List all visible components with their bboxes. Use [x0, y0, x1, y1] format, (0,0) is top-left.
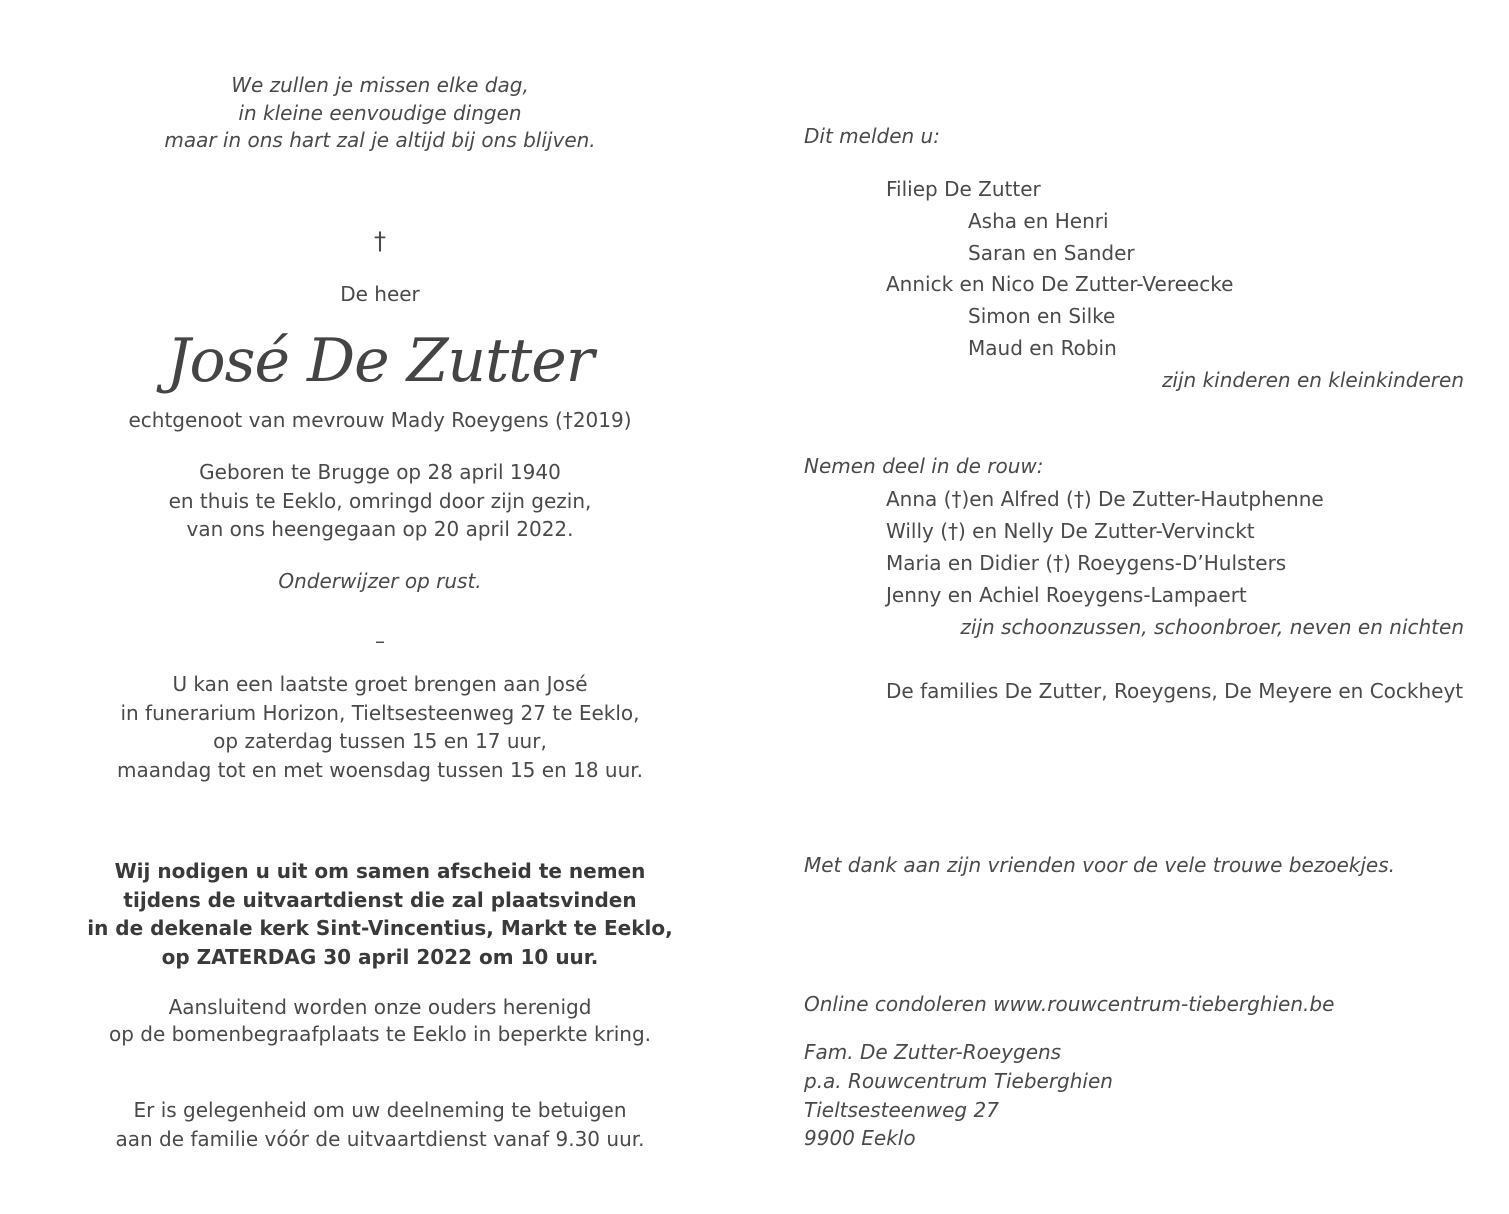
honorific: De heer — [340, 282, 420, 306]
invite-line: tijdens de uitvaartdienst die zal plaatsvinden — [123, 887, 637, 912]
separator: – — [375, 629, 385, 653]
invite-line: in de dekenale kerk Sint-Vincentius, Markt te Eeklo, — [87, 916, 673, 940]
funeral-invitation — [40, 857, 720, 971]
memorial-poem — [40, 72, 720, 155]
address-line: Fam. De Zutter-Roeygens — [804, 1040, 1062, 1064]
address-block — [804, 1038, 1464, 1153]
left-column — [40, 0, 720, 1214]
visit-line: maandag tot en met woensdag tussen 15 en 18 uur. — [116, 757, 643, 782]
list-item: Filiep De Zutter — [886, 177, 1041, 201]
list-item: Anna (†)en Alfred (†) De Zutter-Hautphenne — [886, 487, 1324, 511]
list-item: Simon en Silke — [968, 304, 1116, 329]
condolence-info — [40, 1096, 720, 1153]
burial-line: op de bomenbegraafplaats te Eeklo in beperkte kring. — [108, 1021, 652, 1046]
children-list — [804, 174, 1464, 397]
list-item: Saran en Sander — [968, 240, 1135, 265]
inlaws-list — [804, 483, 1464, 643]
born-line: Geboren te Brugge op 28 april 1940 — [199, 460, 561, 484]
rouw-heading: Nemen deel in de rouw: — [804, 454, 1044, 478]
invite-line: op ZATERDAG 30 april 2022 om 10 uur. — [161, 944, 599, 969]
visit-line: op zaterdag tussen 15 en 17 uur, — [213, 729, 547, 753]
condolence-line: aan de familie vóór de uitvaartdienst vanaf 9.30 uur. — [115, 1126, 645, 1151]
address-line: Tieltsesteenweg 27 — [804, 1097, 999, 1122]
online-condolence: Online condoleren www.rouwcentrum-tieberghien.be — [804, 992, 1335, 1016]
inlaws-caption: zijn schoonzussen, schoonbroer, neven en nichten — [960, 615, 1464, 639]
profession: Onderwijzer op rust. — [278, 569, 482, 593]
burial-info — [40, 994, 720, 1047]
list-item: Asha en Henri — [968, 208, 1109, 233]
condolence-line: Er is gelegenheid om uw deelneming te betuigen — [133, 1098, 627, 1122]
spouse-line: echtgenoot van mevrouw Mady Roeygens (†2019) — [128, 408, 632, 432]
poem-line: We zullen je missen elke dag, — [231, 73, 529, 97]
thanks-line: Met dank aan zijn vrienden voor de vele trouwe bezoekjes. — [804, 853, 1396, 877]
address-line: p.a. Rouwcentrum Tieberghien — [804, 1068, 1113, 1093]
children-caption: zijn kinderen en kleinkinderen — [1161, 367, 1464, 392]
list-item: Annick en Nico De Zutter-Vereecke — [886, 272, 1234, 297]
right-column — [804, 0, 1464, 1214]
poem-line: maar in ons hart zal je altijd bij ons blijven. — [164, 128, 596, 152]
list-item: Maria en Didier (†) Roeygens-D’Hulsters — [886, 551, 1287, 575]
address-line: 9900 Eeklo — [804, 1126, 916, 1151]
visit-line: in funerarium Horizon, Tieltsesteenweg 27 te Eeklo, — [120, 700, 640, 725]
born-line: van ons heengegaan op 20 april 2022. — [186, 517, 574, 541]
burial-line: Aansluitend worden onze ouders herenigd — [168, 995, 592, 1019]
list-item: Willy (†) en Nelly De Zutter-Vervinckt — [886, 519, 1255, 543]
list-item: Maud en Robin — [968, 335, 1117, 360]
deceased-name: José De Zutter — [166, 326, 594, 396]
poem-line: in kleine eenvoudige dingen — [238, 100, 522, 125]
melden-heading: Dit melden u: — [804, 124, 940, 148]
invite-line: Wij nodigen u uit om samen afscheid te nemen — [114, 859, 646, 883]
visit-line: U kan een laatste groet brengen aan José — [172, 672, 588, 696]
born-line: en thuis te Eeklo, omringd door zijn gezin, — [168, 488, 592, 513]
birth-death-info — [40, 458, 720, 544]
visitation-info — [40, 670, 720, 784]
list-item: Jenny en Achiel Roeygens-Lampaert — [886, 583, 1247, 607]
cross-icon: † — [374, 227, 386, 255]
families-line: De families De Zutter, Roeygens, De Meyere en Cockheyt — [886, 679, 1464, 703]
